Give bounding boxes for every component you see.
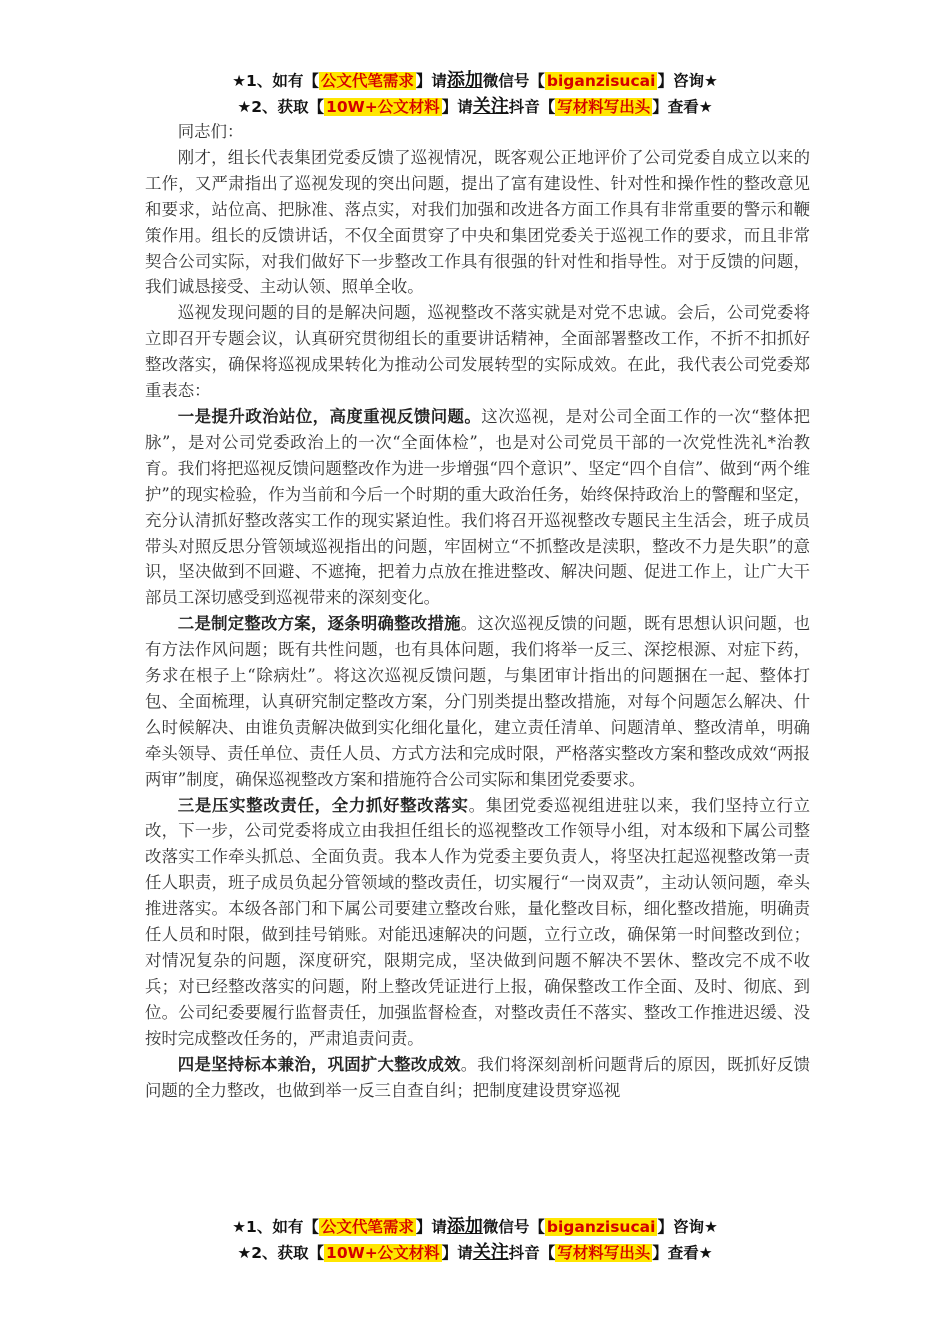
paragraph-heading: 一是提升政治站位，高度重视反馈问题。: [177, 406, 482, 426]
salutation: 同志们：: [177, 122, 244, 141]
promo-emphasis: 关注: [472, 1242, 509, 1263]
promo-emphasis: 添加: [446, 1216, 483, 1237]
paragraph-3: [145, 404, 810, 611]
paragraph-heading: 二是制定整改方案，逐条明确整改措施: [177, 614, 461, 634]
paragraph-5: [145, 793, 810, 1052]
paragraph-body: 。我们将深刻剖析问题背后的原因，既抓好反馈问题的全力整改，也做到举一反三自查自纠；把制度建设贯穿巡视: [145, 1054, 811, 1100]
promo-line-1: ★1、如有【 公文代笔需求 】请添加微信号【 biganzisucai 】咨询★: [232, 70, 718, 91]
promo-line-1: ★1、如有【 公文代笔需求 】请添加微信号【 biganzisucai 】咨询★: [232, 1216, 718, 1237]
promo-highlight: 写材料写出头: [557, 98, 651, 116]
paragraph-body: 这次巡视，是对公司全面工作的一次“整体把脉”，是对公司党委政治上的一次“全面体检”，也是对公司党员干部的一次党性洗礼*治教育。我们将把巡视反馈问题整改作为进一步增强“四个意识”、坚定“四个自信”、做到“两个维护”的现实检验，作为当前和今后一个时期的重大政治任务，始终保持政治上的警醒和坚定，充分认清抓好整改落实工作的现实紧迫性。我们将召开巡视整改专题民主生活会，班子成员带头对照反思分管领域巡视指出的问题，牢固树立“不抓整改是渎职，整改不力是失职”的意识，坚决做到不回避、不遮掩，把着力点放在推进整改、解决问题、促进工作上，让广大干部员工深切感受到巡视带来的深刻变化。: [145, 406, 810, 608]
paragraph-2: 巡视发现问题的目的是解决问题，巡视整改不落实就是对党不忠诚。会后，公司党委将立即召开专题会议，认真研究贯彻组长的重要讲话精神，全面部署整改工作，不折不扣抓好整改落实，确保将巡视成果转化为推动公司发展转型的实际成效。在此，我代表公司党委郑重表态：: [145, 303, 810, 401]
paragraph-body: 。这次巡视反馈的问题，既有思想认识问题，也有方法作风问题；既有共性问题，也有具体问题，我们将举一反三、深挖根源、对症下药，务求在根子上“除病灶”。将这次巡视反馈问题，与集团审计指出的问题捆在一起、整体打包、全面梳理，认真研究制定整改方案，分门别类提出整改措施，对每个问题怎么解决、什么时候解决、由谁负责解决做到实化细化量化，建立责任清单、问题清单、整改清单，明确牵头领导、责任单位、责任人员、方式方法和完成时限，严格落实整改方案和整改成效“两报两审”制度，确保巡视整改方案和措施符合公司实际和集团党委要求。: [145, 614, 811, 789]
promo-banner-bottom: [145, 1214, 805, 1266]
paragraph-body: 。集团党委巡视组进驻以来，我们坚持立行立改，下一步，公司党委将成立由我担任组长的巡视整改工作领导小组，对本级和下属公司整改落实工作牵头抓总、全面负责。我本人作为党委主要负责人，将坚决扛起巡视整改第一责任人职责，班子成员负起分管领域的整改责任，切实履行“一岗双责”，主动认领问题，牵头推进落实。本级各部门和下属公司要建立整改台账，量化整改目标，细化整改措施，明确责任人员和时限，做到挂号销账。对能迅速解决的问题，立行立改，确保第一时间整改到位；对情况复杂的问题，深度研究，限期完成，坚决做到问题不解决不罢休、整改完不成不收兵；对已经整改落实的问题，附上整改凭证进行上报，确保整改工作全面、及时、彻底、到位。公司纪委要履行监督责任，加强监督检查，对整改责任不落实、整改工作推进迟缓、没按时完成整改任务的，严肃追责问责。: [145, 795, 811, 1048]
promo-highlight: biganzisucai: [546, 1218, 656, 1236]
paragraph-1: 刚才，组长代表集团党委反馈了巡视情况，既客观公正地评价了公司党委自成立以来的工作，又严肃指出了巡视发现的突出问题，提出了富有建设性、针对性和操作性的整改意见和要求，站位高、把脉准、落点实，对我们加强和改进各方面工作具有非常重要的警示和鞭策作用。组长的反馈讲话，不仅全面贯穿了中央和集团党委关于巡视工作的要求，而且非常契合公司实际，对我们做好下一步整改工作具有很强的针对性和指导性。对于反馈的问题，我们诚恳接受、主动认领、照单全收。: [145, 147, 810, 297]
promo-banner-top: [145, 68, 805, 120]
paragraph-heading: 三是压实整改责任，全力抓好整改落实: [177, 795, 469, 815]
promo-highlight: 写材料写出头: [557, 1244, 651, 1262]
paragraph-4: [145, 611, 810, 792]
promo-highlight: 公文代笔需求: [320, 72, 414, 90]
promo-line-2: ★2、获取【 10W+公文材料 】请关注抖音【 写材料写出头 】查看★: [237, 96, 713, 117]
paragraph-heading: 四是坚持标本兼治，巩固扩大整改成效: [177, 1054, 461, 1074]
promo-highlight: biganzisucai: [546, 72, 656, 90]
promo-highlight: 公文代笔需求: [320, 1218, 414, 1236]
paragraph-6: [145, 1052, 810, 1104]
promo-highlight: 10W+公文材料: [326, 1244, 440, 1262]
promo-highlight: 10W+公文材料: [326, 98, 440, 116]
promo-line-2: ★2、获取【 10W+公文材料 】请关注抖音【 写材料写出头 】查看★: [237, 1242, 713, 1263]
promo-emphasis: 关注: [472, 96, 509, 117]
promo-emphasis: 添加: [446, 70, 483, 91]
document-body: [145, 119, 810, 1103]
